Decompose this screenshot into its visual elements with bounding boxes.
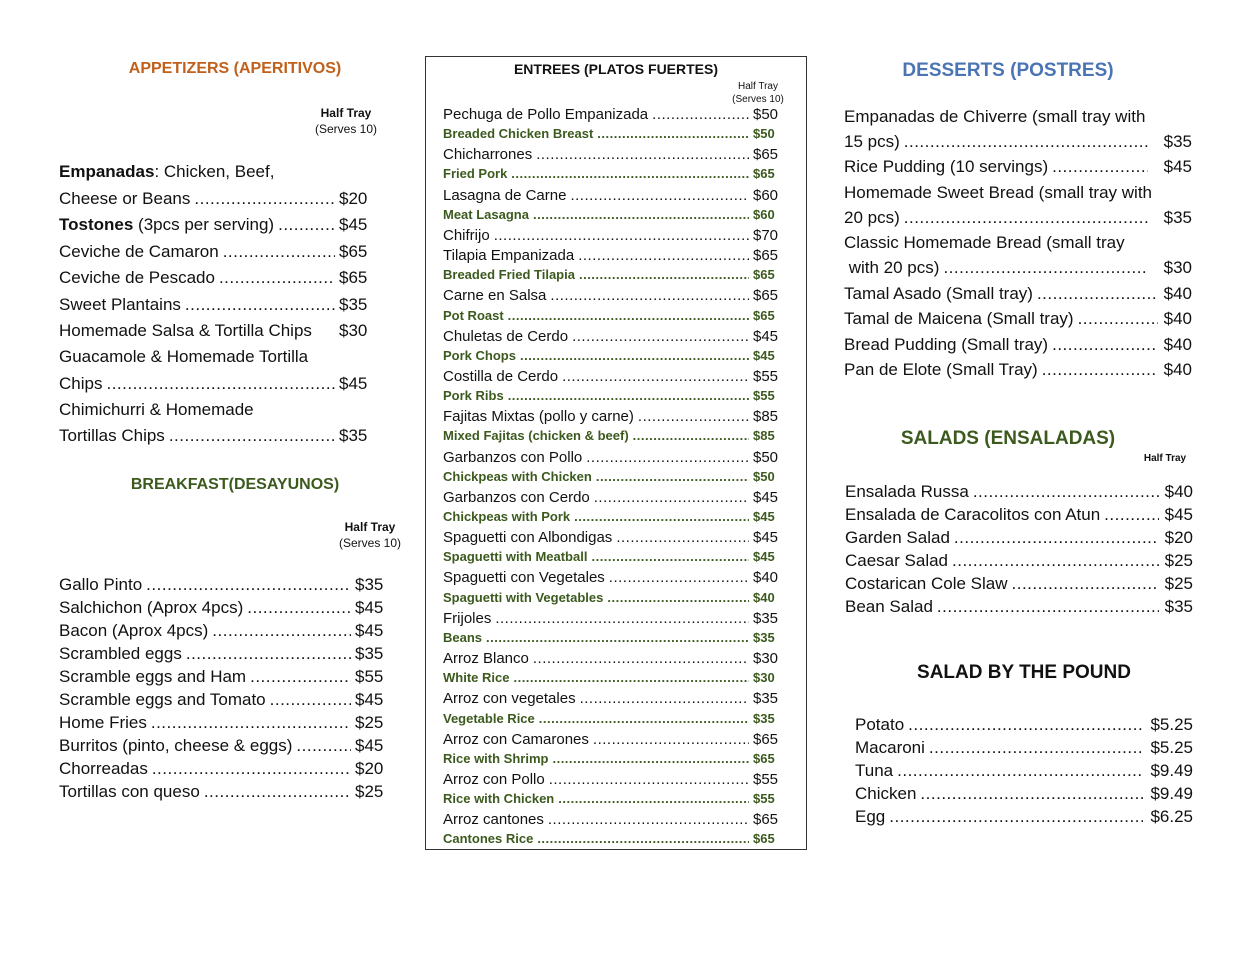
item-name: Ensalada Russa [845, 482, 969, 501]
salads-heading: SALADS (ENSALADAS) [900, 428, 1116, 449]
appetizers-heading: APPETIZERS (APERITIVOS) [128, 60, 342, 77]
classic-bread-line1: Classic Homemade Bread (small tray [844, 233, 1125, 252]
item-name: Arroz con Camarones [443, 730, 589, 748]
entrees-tray-label [726, 80, 790, 106]
menu-item-scrambled-eggs [59, 644, 385, 664]
menu-item-tuna [855, 761, 1193, 781]
menu-item-pot-roast [443, 308, 779, 323]
menu-item-home-fries [59, 713, 385, 733]
item-price: $45 [753, 347, 775, 363]
menu-item-tamal-de-maicena-small-tray [844, 309, 1192, 329]
item-name: Tamal Asado (Small tray) [844, 284, 1033, 303]
menu-item-ensalada-de-caracolitos-con-atun [845, 505, 1193, 525]
menu-item-egg [855, 807, 1193, 827]
item-price: $20 [1164, 528, 1193, 547]
menu-item-arroz-con-vegetales [443, 690, 779, 707]
menu-item-chimichurri [59, 426, 373, 446]
desserts-heading: DESSERTS (POSTRES) [902, 60, 1114, 81]
item-name: Arroz Blanco [443, 650, 529, 668]
appetizers-tray-label [300, 105, 392, 137]
item-name: 15 pcs) [844, 132, 900, 151]
menu-item-rice-with-chicken [443, 791, 779, 806]
menu-item-chickpeas-with-chicken [443, 469, 779, 484]
tostones-rest: (3pcs per serving) [133, 215, 275, 234]
item-name: Arroz con Pollo [443, 770, 545, 788]
item-name: Cheese or Beans [59, 189, 191, 208]
item-price: $25 [1164, 574, 1193, 593]
item-price: $45 [753, 488, 779, 506]
item-price: $5.25 [1150, 715, 1193, 734]
menu-item-bean-salad [845, 597, 1193, 617]
item-price: $35 [1163, 208, 1192, 227]
item-price: $45 [355, 598, 384, 617]
item-price: $55 [355, 667, 384, 686]
menu-item-garbanzos-con-pollo [443, 449, 779, 466]
item-name: Home Fries [59, 713, 147, 732]
item-name: Vegetable Rice [443, 710, 535, 726]
item-price: $30 [339, 321, 368, 340]
item-name: Spaguetti con Albondigas [443, 529, 613, 547]
item-name: Egg [855, 807, 886, 826]
item-price: $40 [1163, 359, 1192, 379]
item-name: Salchichon (Aprox 4pcs) [59, 598, 244, 617]
item-price: $55 [753, 367, 779, 385]
item-price: $35 [753, 690, 779, 708]
item-price: $60 [753, 206, 775, 222]
item-name: with 20 pcs) [844, 258, 940, 277]
item-price: $35 [339, 295, 368, 314]
menu-item-beans [443, 630, 779, 645]
item-name: Tuna [855, 761, 894, 780]
menu-item-arroz-con-pollo [443, 771, 779, 788]
menu-item-costarican-cole-slaw [845, 574, 1193, 594]
item-name: Rice with Shrimp [443, 750, 549, 766]
menu-item-ceviche-camaron [59, 242, 373, 262]
entrees-heading: ENTREES (PLATOS FUERTES) [513, 61, 719, 77]
item-price: $65 [753, 287, 779, 305]
item-name: Pork Chops [443, 347, 516, 363]
item-price: $65 [339, 268, 368, 287]
item-name: Costilla de Cerdo [443, 367, 559, 385]
chiverre-line1: Empanadas de Chiverre (small tray with [844, 107, 1146, 126]
item-name: Scramble eggs and Tomato [59, 690, 266, 709]
menu-item-tamal-asado-small-tray [844, 284, 1192, 304]
menu-item-arroz-blanco [443, 650, 779, 667]
item-price: $30 [753, 650, 779, 668]
item-name: Ceviche de Pescado [59, 268, 215, 287]
salads-tray-label: Half Tray [1143, 453, 1187, 464]
item-price: $65 [753, 146, 779, 164]
item-price: $35 [753, 710, 775, 726]
tray-label: Half Tray [320, 106, 372, 120]
menu-item-pechuga-de-pollo-empanizada [443, 106, 779, 123]
menu-item-chickpeas-with-pork [443, 509, 779, 524]
menu-item-carne-en-salsa [443, 287, 779, 304]
item-name: Sweet Plantains [59, 295, 181, 314]
menu-item-breaded-chicken-breast [443, 126, 779, 141]
menu-item-sweet-bread [844, 208, 1192, 228]
item-name: Garbanzos con Pollo [443, 448, 583, 466]
menu-item-rice-pudding [844, 157, 1192, 177]
menu-item-mixed-fajitas-chicken-beef [443, 428, 779, 443]
menu-item-vegetable-rice [443, 711, 779, 726]
menu-item-chiverre [844, 132, 1192, 152]
item-name: Breaded Chicken Breast [443, 126, 594, 142]
menu-item-rice-with-shrimp [443, 751, 779, 766]
menu-item-chorreadas [59, 759, 385, 779]
menu-item-salchichon-aprox-4pcs [59, 598, 385, 618]
tray-serves: (Serves 10) [732, 94, 784, 105]
item-price: $25 [1164, 551, 1193, 570]
item-name: Pan de Elote (Small Tray) [844, 359, 1038, 379]
item-price: $35 [753, 609, 779, 627]
item-name: Ensalada de Caracolitos con Atun [845, 505, 1101, 524]
item-name: Scramble eggs and Ham [59, 667, 247, 686]
item-price: $20 [339, 189, 368, 208]
item-name: Arroz con vegetales [443, 690, 576, 708]
item-name: Chips [59, 374, 103, 393]
menu-item-bacon-aprox-4pcs [59, 621, 385, 641]
item-name: Tamal de Maicena (Small tray) [844, 309, 1074, 329]
item-price: $50 [753, 126, 775, 142]
guacamole-line1: Guacamole & Homemade Tortilla [59, 347, 309, 366]
item-name: Chuletas de Cerdo [443, 327, 569, 345]
item-name: Chickpeas with Chicken [443, 468, 592, 484]
item-price: $50 [753, 468, 775, 484]
salad-pound-heading: SALAD BY THE POUND [917, 662, 1131, 683]
chimichurri-line1: Chimichurri & Homemade [59, 400, 254, 419]
item-name: Lasagna de Carne [443, 186, 567, 204]
menu-item-spaguetti-with-meatball [443, 549, 779, 564]
item-price: $35 [339, 426, 368, 445]
menu-item-ceviche-pescado [59, 268, 373, 288]
menu-item-bread-pudding-small-tray [844, 335, 1192, 355]
item-name: Bacon (Aprox 4pcs) [59, 621, 209, 640]
item-price: $35 [753, 629, 775, 645]
menu-item-empanadas [59, 189, 373, 209]
item-price: $65 [753, 166, 775, 182]
menu-item-burritos-pinto-cheese-eggs [59, 736, 385, 756]
item-name: Chorreadas [59, 759, 148, 778]
empanadas-line1 [59, 162, 274, 182]
item-name: Caesar Salad [845, 551, 949, 570]
tray-label: Half Tray [344, 520, 396, 534]
item-name: Pork Ribs [443, 388, 504, 404]
item-price: $35 [355, 644, 384, 663]
menu-item-gallo-pinto [59, 575, 385, 595]
menu-item-cantones-rice [443, 831, 779, 846]
item-price: $65 [753, 307, 775, 323]
item-price: $65 [753, 811, 779, 829]
item-name: Carne en Salsa [443, 287, 547, 305]
item-name: Macaroni [855, 738, 925, 757]
menu-item-spaguetti-con-vegetales [443, 569, 779, 586]
item-name: Garden Salad [845, 528, 950, 547]
empanadas-bold: Empanadas [59, 162, 155, 181]
item-name: Frijoles [443, 609, 492, 627]
item-price: $40 [1164, 482, 1193, 501]
item-price: $35 [1163, 132, 1192, 151]
item-name: White Rice [443, 670, 510, 686]
menu-item-breaded-fried-tilapia [443, 267, 779, 282]
menu-item-classic-bread [844, 258, 1192, 278]
item-name: Scrambled eggs [59, 644, 182, 663]
menu-item-fajitas-mixtas-pollo-y-carne [443, 408, 779, 425]
item-name: Cantones Rice [443, 831, 534, 847]
item-name: Pechuga de Pollo Empanizada [443, 106, 649, 123]
item-price: $25 [355, 782, 384, 801]
menu-item-costilla-de-cerdo [443, 368, 779, 385]
menu-item-lasagna-de-carne [443, 187, 779, 204]
item-price: $55 [753, 770, 779, 788]
item-price: $85 [753, 428, 775, 444]
menu-item-meat-lasagna [443, 207, 779, 222]
item-price: $65 [753, 831, 775, 847]
item-name: Bean Salad [845, 597, 933, 616]
menu-item-frijoles [443, 610, 779, 627]
item-name: Spaguetti with Meatball [443, 549, 588, 565]
item-name: Potato [855, 715, 905, 734]
item-name: Beans [443, 629, 483, 645]
item-price: $55 [753, 791, 775, 807]
item-name [59, 215, 274, 235]
item-name: Burritos (pinto, cheese & eggs) [59, 736, 293, 755]
item-price: $60 [753, 186, 779, 204]
item-name: Meat Lasagna [443, 206, 529, 222]
item-price: $5.25 [1150, 738, 1193, 757]
menu-item-arroz-con-camarones [443, 731, 779, 748]
menu-item-tilapia-empanizada [443, 247, 779, 264]
item-name: Tilapia Empanizada [443, 247, 575, 265]
item-price: $45 [1163, 157, 1192, 176]
menu-item-garbanzos-con-cerdo [443, 489, 779, 506]
item-name: Homemade Salsa & Tortilla Chips [59, 321, 312, 340]
tray-serves: (Serves 10) [314, 122, 378, 136]
menu-item-chicken [855, 784, 1193, 804]
item-price: $40 [753, 569, 779, 587]
item-price: $50 [753, 448, 779, 466]
menu-item-guacamole [59, 374, 373, 394]
menu-item-pork-chops [443, 348, 779, 363]
tray-label: Half Tray [737, 81, 778, 92]
menu-item-tortillas-con-queso [59, 782, 385, 802]
menu-item-spaguetti-con-albondigas [443, 529, 779, 546]
menu-item-pan-de-elote-small-tray [844, 360, 1192, 380]
menu-item-scramble-eggs-and-tomato [59, 690, 385, 710]
item-price: $25 [355, 713, 384, 732]
item-price: $30 [1163, 258, 1192, 277]
item-name: Chifrijo [443, 226, 490, 244]
item-price: $45 [753, 529, 779, 547]
menu-item-white-rice [443, 670, 779, 685]
item-price: $65 [753, 730, 779, 748]
menu-item-scramble-eggs-and-ham [59, 667, 385, 687]
item-price: $40 [753, 589, 775, 605]
item-price: $20 [355, 759, 384, 778]
item-price: $65 [753, 247, 779, 265]
menu-item-arroz-cantones [443, 811, 779, 828]
item-name: Garbanzos con Cerdo [443, 488, 590, 506]
item-price: $45 [339, 374, 368, 393]
tostones-bold: Tostones [59, 215, 134, 234]
item-name: Chicharrones [443, 146, 533, 164]
menu-item-tostones [59, 215, 373, 235]
item-name: Ceviche de Camaron [59, 242, 219, 261]
item-price: $50 [753, 106, 779, 123]
breakfast-tray-label [324, 519, 416, 551]
item-price: $45 [1164, 505, 1193, 524]
menu-item-garden-salad [845, 528, 1193, 548]
menu-item-salsa-chips [59, 321, 373, 341]
item-price: $9.49 [1150, 761, 1193, 780]
item-price: $45 [753, 549, 775, 565]
item-price: $45 [753, 327, 779, 345]
item-name: Bread Pudding (Small tray) [844, 334, 1049, 354]
item-price: $65 [753, 750, 775, 766]
item-price: $9.49 [1150, 784, 1193, 803]
item-price: $45 [355, 736, 384, 755]
menu-item-fried-pork [443, 166, 779, 181]
menu-item-ensalada-russa [845, 482, 1193, 502]
menu-item-macaroni [855, 738, 1193, 758]
menu-item-chuletas-de-cerdo [443, 328, 779, 345]
menu-item-sweet-plantains [59, 295, 373, 315]
item-price: $40 [1163, 309, 1192, 329]
breakfast-heading: BREAKFAST(DESAYUNOS) [130, 476, 340, 493]
menu-item-pork-ribs [443, 388, 779, 403]
item-name: Rice with Chicken [443, 791, 555, 807]
item-price: $45 [355, 621, 384, 640]
item-name: Costarican Cole Slaw [845, 574, 1008, 593]
empanadas-rest: : Chicken, Beef, [154, 162, 275, 181]
item-price: $35 [355, 575, 384, 594]
item-name: Chicken [855, 784, 917, 803]
item-name: Gallo Pinto [59, 575, 143, 594]
item-price: $70 [753, 226, 779, 244]
menu-item-potato [855, 715, 1193, 735]
item-price: $6.25 [1150, 807, 1193, 826]
menu-item-spaguetti-with-vegetables [443, 590, 779, 605]
menu-item-caesar-salad [845, 551, 1193, 571]
item-name: Spaguetti con Vegetales [443, 569, 605, 587]
item-price: $45 [355, 690, 384, 709]
item-price: $30 [753, 670, 775, 686]
item-name: Chickpeas with Pork [443, 509, 571, 524]
item-name: Arroz cantones [443, 811, 544, 829]
item-name: Fajitas Mixtas (pollo y carne) [443, 408, 634, 426]
item-name: 20 pcs) [844, 208, 900, 227]
item-name: Mixed Fajitas (chicken & beef) [443, 428, 629, 444]
item-price: $40 [1163, 334, 1192, 354]
item-price: $45 [339, 215, 368, 234]
item-price: $85 [753, 408, 779, 426]
item-price: $65 [339, 242, 368, 261]
menu-item-chifrijo [443, 227, 779, 244]
item-price: $55 [753, 388, 775, 404]
menu-item-chicharrones [443, 146, 779, 163]
sweet-bread-line1: Homemade Sweet Bread (small tray with [844, 183, 1153, 202]
item-price: $40 [1163, 284, 1192, 303]
tray-serves: (Serves 10) [338, 536, 402, 550]
item-name: Fried Pork [443, 166, 508, 182]
item-name: Rice Pudding (10 servings) [844, 157, 1049, 176]
item-price: $35 [1164, 597, 1193, 616]
item-price: $45 [753, 509, 775, 524]
item-name: Breaded Fried Tilapia [443, 267, 575, 283]
item-name: Tortillas Chips [59, 426, 165, 445]
item-name: Pot Roast [443, 307, 504, 323]
item-name: Spaguetti with Vegetables [443, 589, 604, 605]
item-name: Tortillas con queso [59, 782, 200, 801]
item-price: $65 [753, 267, 775, 283]
